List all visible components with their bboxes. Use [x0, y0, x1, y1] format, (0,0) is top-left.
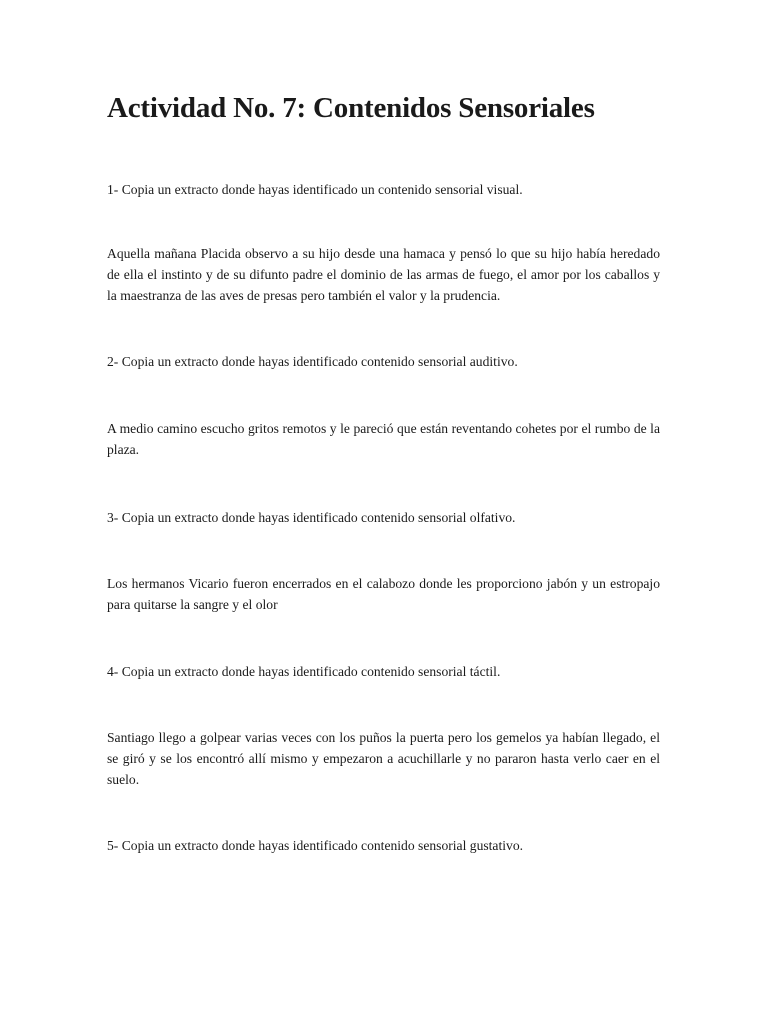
question-3: 3- Copia un extracto donde hayas identificado contenido sensorial olfativo. [107, 510, 516, 525]
question-4: 4- Copia un extracto donde hayas identificado contenido sensorial táctil. [107, 664, 501, 679]
document-title: Actividad No. 7: Contenidos Sensoriales [107, 92, 595, 124]
answer-2: A medio camino escucho gritos remotos y le pareció que están reventando cohetes por el rumbo de la plaza. [107, 421, 660, 457]
question-1: 1- Copia un extracto donde hayas identificado un contenido sensorial visual. [107, 182, 523, 197]
document-page [107, 0, 660, 1024]
question-5: 5- Copia un extracto donde hayas identificado contenido sensorial gustativo. [107, 838, 524, 853]
answer-3: Los hermanos Vicario fueron encerrados en el calabozo donde les proporciono jabón y un estropajo para quitarse la sangre y el olor [107, 576, 660, 612]
question-2: 2- Copia un extracto donde hayas identificado contenido sensorial auditivo. [107, 354, 518, 369]
answer-1: Aquella mañana Placida observo a su hijo desde una hamaca y pensó lo que su hijo había heredado de ella el instinto y de su difunto padre el dominio de las armas de fuego, el amor por los caballos y la maestranza de las aves de presas pero también el valor y la prudencia. [107, 246, 660, 303]
answer-4: Santiago llego a golpear varias veces con los puños la puerta pero los gemelos ya habían llegado, el se giró y se los encontró allí mismo y empezaron a acuchillarle y no pararon hasta verlo caer en el suelo. [107, 730, 660, 787]
